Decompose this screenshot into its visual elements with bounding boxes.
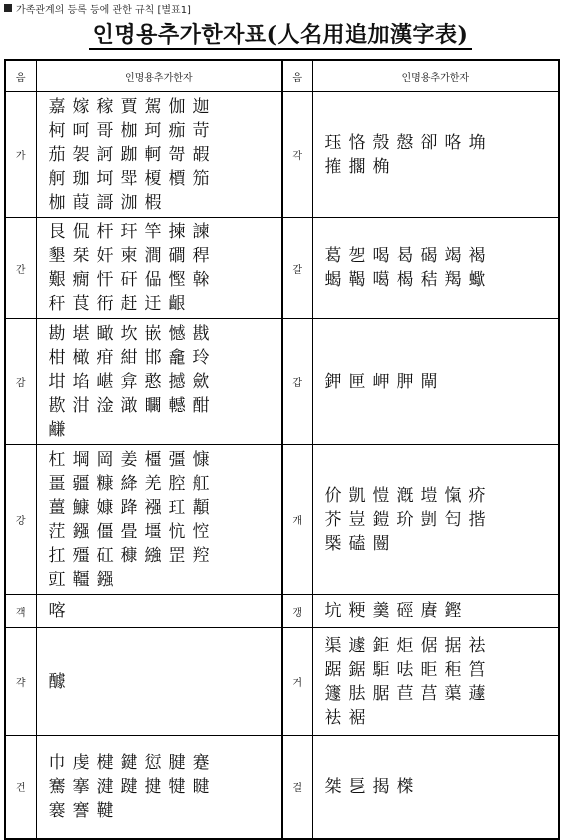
- header-text: 가족관계의 등록 등에 관한 규칙 [별표1]: [16, 4, 191, 16]
- table-row: [5, 92, 559, 218]
- eum-cell: 간: [5, 218, 36, 319]
- table-header-row: [5, 60, 559, 92]
- hanja-line: 袪裾: [324, 707, 373, 728]
- hanja-line: 柯呵哥枷珂痂苛: [48, 120, 217, 141]
- hanja-cell: [312, 445, 559, 595]
- hanja-cell: [36, 92, 282, 218]
- hanja-line: 勘堪瞰坎嵌憾戡: [48, 323, 217, 344]
- hanja-line: 薑鱇嫝跭襁玒顜: [48, 497, 217, 518]
- hanja-line: 柑橄疳紺邯龕玲: [48, 347, 217, 368]
- eum-cell: 가: [5, 92, 36, 218]
- hanja-line: 鹻: [48, 419, 73, 440]
- hanja-line: 墾栞奸柬澗磵稈: [48, 246, 217, 266]
- hanja-line: 茳鏹僵畳壃忼悾: [48, 521, 217, 542]
- hanja-cell: [36, 736, 282, 839]
- page-title: 인명용추가한자표(人名用追加漢字表): [0, 18, 561, 52]
- eum-cell: 갹: [5, 628, 36, 736]
- hanja-line: 芥豈鎧玠剴匄揩: [324, 509, 493, 530]
- hanja-line: 坩埳嵁弇憨撼歛: [48, 371, 217, 392]
- table-row: [5, 736, 559, 839]
- hanja-cell: [312, 628, 559, 736]
- table-row: [5, 628, 559, 736]
- eum-cell: 갈: [282, 218, 312, 319]
- hanja-cell: [312, 736, 559, 839]
- hanja-line: 巾虔楗鍵愆腱蹇: [48, 752, 217, 773]
- hanja-line: 籧胠腒苣莒蕖蘧: [324, 683, 493, 704]
- hanja-line: 騫搴湕踺揵犍睷: [48, 776, 217, 797]
- hanja-table: [4, 59, 560, 840]
- hanja-cell: [312, 92, 559, 218]
- column-header-chars-left: 인명용추가한자: [36, 60, 282, 92]
- hanja-line: 豇韁鏹: [48, 569, 121, 590]
- hanja-cell: [36, 445, 282, 595]
- table-row: [5, 218, 559, 319]
- hanja-line: 槩磕闓: [324, 533, 397, 554]
- table-row: [5, 445, 559, 595]
- hanja-line: 喀: [48, 601, 73, 621]
- hanja-line: 扛殭矼穅繈罡羫: [48, 545, 217, 566]
- eum-cell: 개: [282, 445, 312, 595]
- hanja-cell: [312, 218, 559, 319]
- eum-cell: 갑: [282, 319, 312, 445]
- hanja-line: 杠堈岡姜橿彊慷: [48, 449, 217, 470]
- column-header-eum-left: 음: [5, 60, 36, 92]
- eum-cell: 건: [5, 736, 36, 839]
- hanja-line: 嘉嫁稼賈駕伽迦: [48, 96, 217, 117]
- document-header: [4, 0, 191, 16]
- square-bullet-icon: [4, 4, 12, 12]
- hanja-line: 桀乬揭榤: [324, 776, 421, 797]
- hanja-line: 坑粳羹硜賡鏗: [324, 601, 469, 621]
- hanja-line: 珏恪殼慤卻咯埆: [324, 132, 493, 153]
- hanja-cell: [312, 595, 559, 628]
- column-header-eum-right: 음: [282, 60, 312, 92]
- eum-cell: 감: [5, 319, 36, 445]
- eum-cell: 갱: [282, 595, 312, 628]
- table-row: [5, 319, 559, 445]
- hanja-line: 葛乫喝曷碣竭褐: [324, 246, 493, 266]
- hanja-cell: [36, 319, 282, 445]
- eum-cell: 거: [282, 628, 312, 736]
- hanja-line: 舸珈坷斝榎檟笳: [48, 168, 217, 189]
- eum-cell: 객: [5, 595, 36, 628]
- table-row: [5, 595, 559, 628]
- hanja-line: 秆茛衎赶迀齦: [48, 294, 193, 314]
- hanja-line: 枷葭謌泇椵: [48, 192, 169, 213]
- hanja-line: 搉擱桷: [324, 156, 397, 177]
- hanja-cell: [36, 595, 282, 628]
- hanja-line: 醵: [48, 671, 73, 692]
- hanja-line: 踞鋸駏呿昛秬筥: [324, 659, 493, 680]
- hanja-cell: [312, 319, 559, 445]
- hanja-cell: [36, 218, 282, 319]
- eum-cell: 강: [5, 445, 36, 595]
- hanja-line: 歁泔淦澉矙轗酣: [48, 395, 217, 416]
- hanja-line: 茄袈訶跏軻哿嘏: [48, 144, 217, 165]
- hanja-line: 艮侃杆玕竿揀諫: [48, 222, 217, 242]
- hanja-line: 价凱愷漑塏愾疥: [324, 485, 493, 506]
- hanja-line: 艱癇忓矸偘慳榦: [48, 270, 217, 290]
- hanja-line: 畺疆糠絳羌腔舡: [48, 473, 217, 494]
- column-header-chars-right: 인명용추가한자: [312, 60, 559, 92]
- hanja-line: 蝎鞨噶楬秸羯蠍: [324, 270, 493, 290]
- hanja-line: 鉀匣岬胛閘: [324, 371, 445, 392]
- hanja-cell: [36, 628, 282, 736]
- eum-cell: 걸: [282, 736, 312, 839]
- hanja-line: 褰謇鞬: [48, 800, 121, 821]
- hanja-line: 渠遽鉅炬倨据祛: [324, 635, 493, 656]
- eum-cell: 각: [282, 92, 312, 218]
